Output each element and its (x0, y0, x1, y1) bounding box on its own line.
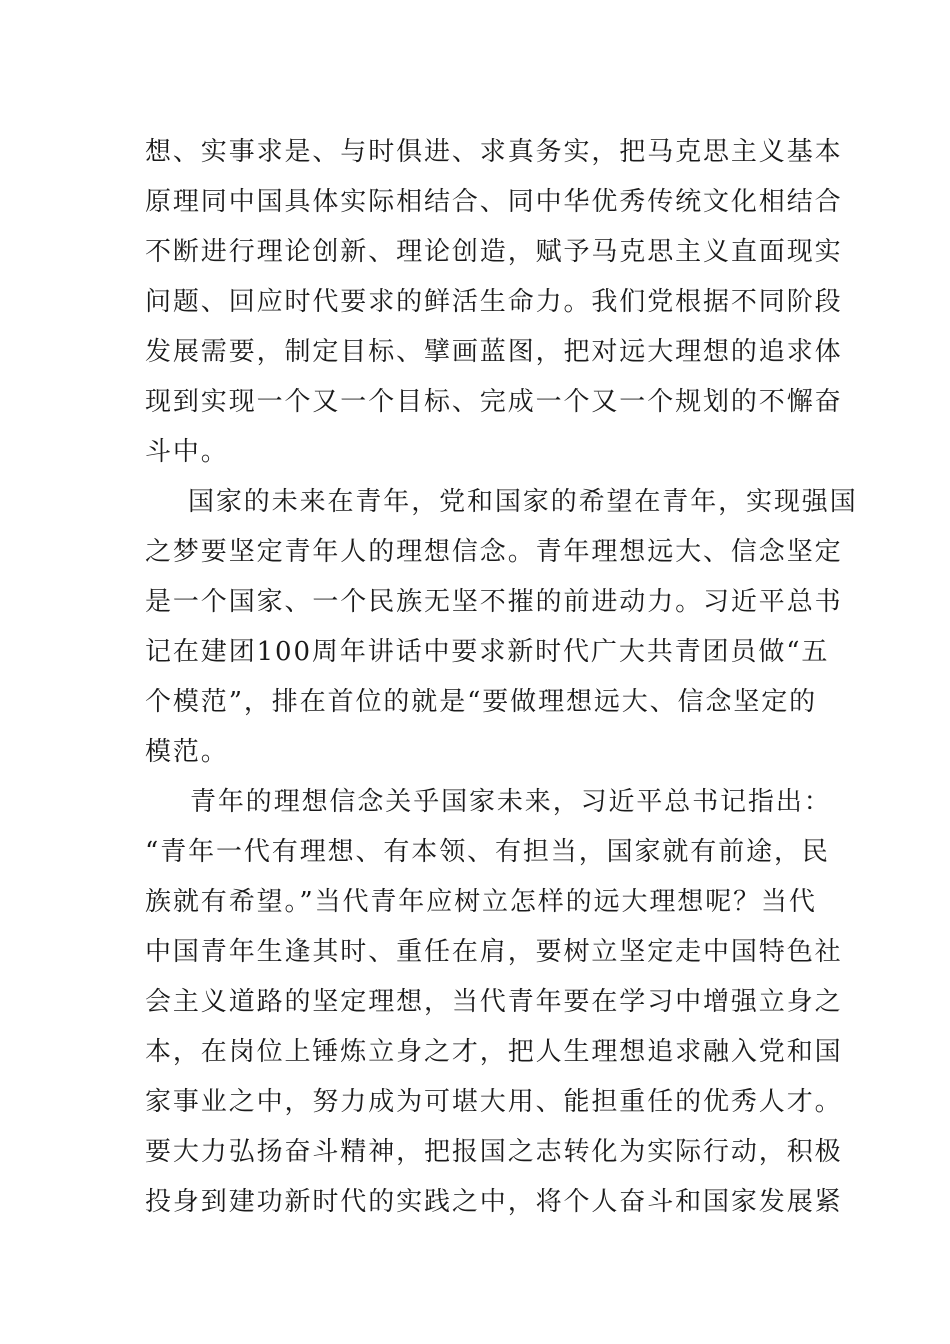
line-text: 会主义道路的坚定理想，当代青年要在学习中增强立身之 (145, 987, 843, 1017)
line-text: 是一个国家、一个民族无坚不摧的前进动力。习近平总书 (145, 587, 843, 617)
line-text: 模范。 (145, 737, 229, 767)
line-text: 要大力弘扬奋斗精神，把报国之志转化为实际行动，积极 (145, 1137, 843, 1167)
text-line (0, 877, 950, 927)
text-line (0, 127, 950, 177)
line-text: 问题、回应时代要求的鲜活生命力。我们党根据不同阶段 (145, 287, 843, 317)
line-text: 现到实现一个又一个目标、完成一个又一个规划的不懈奋 (145, 387, 843, 417)
line-text: 国家的未来在青年，党和国家的希望在青年，实现强国 (188, 487, 858, 517)
text-line (0, 527, 950, 577)
text-line (0, 577, 950, 627)
line-text: 中国青年生逢其时、重任在肩，要树立坚定走中国特色社 (145, 937, 843, 967)
line-text: 家事业之中，努力成为可堪大用、能担重任的优秀人才。 (145, 1087, 843, 1117)
line-text: 斗中。 (145, 437, 229, 467)
line-text: 之梦要坚定青年人的理想信念。青年理想远大、信念坚定 (145, 537, 843, 567)
text-line (0, 1077, 950, 1127)
text-line (0, 227, 950, 277)
line-text: 不断进行理论创新、理论创造，赋予马克思主义直面现实 (145, 237, 843, 267)
text-line (0, 677, 950, 727)
line-text: 原理同中国具体实际相结合、同中华优秀传统文化相结合 (145, 187, 843, 217)
text-line (0, 377, 950, 427)
text-line (0, 927, 950, 977)
line-text: 本，在岗位上锤炼立身之才，把人生理想追求融入党和国 (145, 1037, 843, 1067)
line-text: 个模范”，排在首位的就是“要做理想远大、信念坚定的 (145, 687, 818, 717)
text-line (0, 1177, 950, 1227)
text-line (0, 777, 950, 827)
text-line (0, 1127, 950, 1177)
text-line (0, 977, 950, 1027)
line-text: 青年的理想信念关乎国家未来，习近平总书记指出： (190, 787, 832, 817)
line-text: 发展需要，制定目标、擘画蓝图，把对远大理想的追求体 (145, 337, 843, 367)
text-line (0, 627, 950, 677)
text-line (0, 477, 950, 527)
text-line (0, 177, 950, 227)
line-text: 族就有希望。”当代青年应树立怎样的远大理想呢？当代 (145, 887, 817, 917)
text-line (0, 727, 950, 777)
line-text: 投身到建功新时代的实践之中，将个人奋斗和国家发展紧 (145, 1187, 843, 1217)
line-text: “青年一代有理想、有本领、有担当，国家就有前途，民 (145, 837, 830, 867)
text-line (0, 327, 950, 377)
line-text: 想、实事求是、与时俱进、求真务实，把马克思主义基本 (145, 137, 843, 167)
text-line (0, 827, 950, 877)
text-line (0, 427, 950, 477)
line-text: 记在建团100周年讲话中要求新时代广大共青团员做“五 (145, 637, 830, 667)
text-line (0, 277, 950, 327)
text-line (0, 1027, 950, 1077)
